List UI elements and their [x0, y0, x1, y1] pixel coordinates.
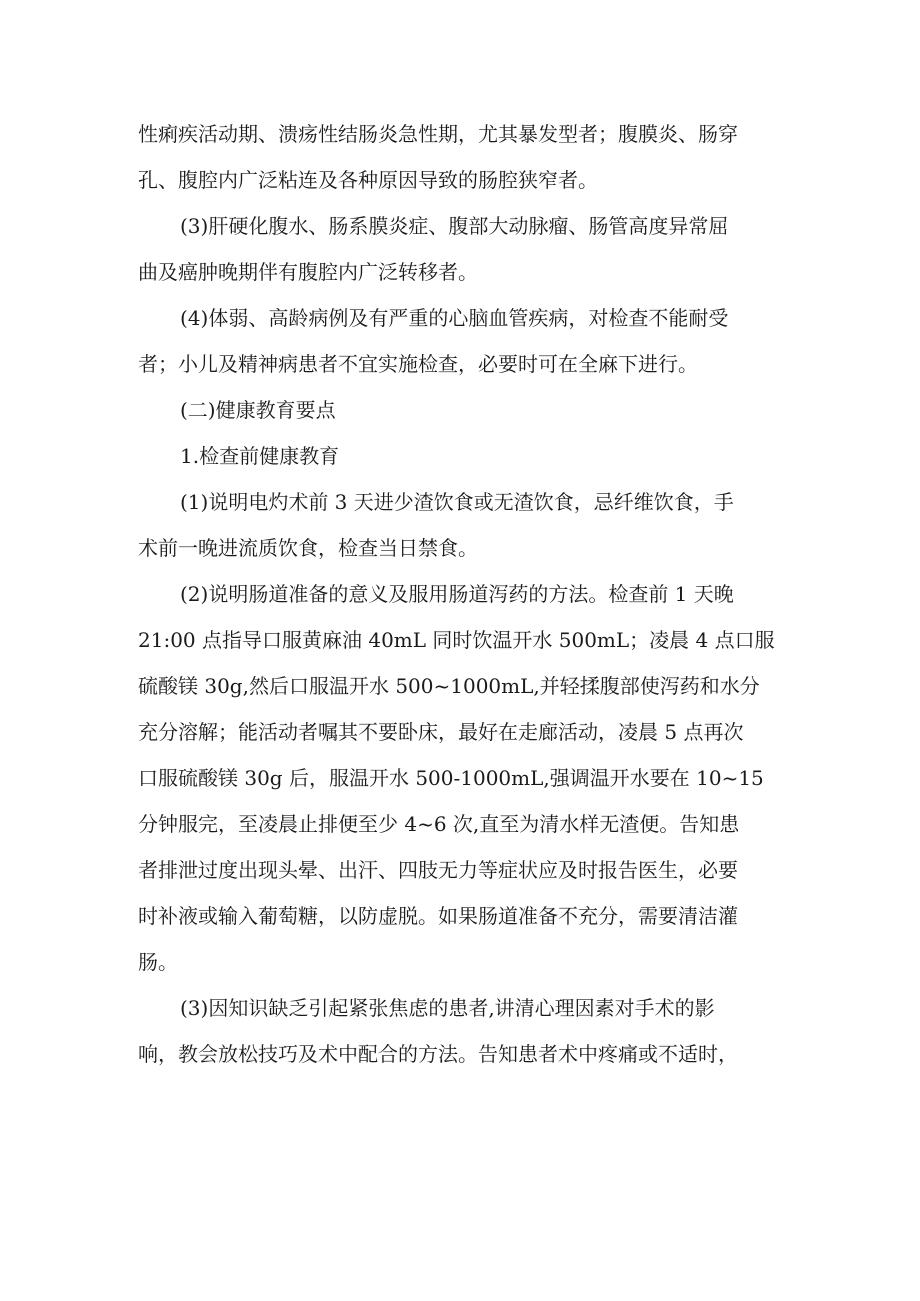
text-line: 术前一晚进流质饮食，检查当日禁食。 — [138, 536, 478, 560]
text-line: (4)体弱、高龄病例及有严重的心脑血管疾病，对检查不能耐受 — [180, 306, 729, 330]
text-line: 21:00 点指导口服黄麻油 40mL 同时饮温开水 500mL；凌晨 4 点口服 — [138, 628, 775, 652]
text-line: 充分溶解；能活动者嘱其不要卧床，最好在走廊活动，凌晨 5 点再次 — [138, 720, 744, 744]
text-line: 硫酸镁 30g,然后口服温开水 500~1000mL,并轻揉腹部使泻药和水分 — [138, 674, 760, 698]
text-line: 响，教会放松技巧及术中配合的方法。告知患者术中疼痛或不适时， — [138, 1042, 738, 1066]
text-line: 者排泄过度出现头晕、出汗、四肢无力等症状应及时报告医生，必要 — [138, 858, 738, 882]
text-line: 曲及癌肿晚期伴有腹腔内广泛转移者。 — [138, 260, 478, 284]
text-line: 肠。 — [138, 950, 178, 974]
text-line: 口服硫酸镁 30g 后，服温开水 500-1000mL,强调温开水要在 10~15 — [138, 766, 764, 790]
text-line: (2)说明肠道准备的意义及服用肠道泻药的方法。检查前 1 天晚 — [180, 582, 734, 606]
document-body — [138, 111, 788, 1077]
text-line: (1)说明电灼术前 3 天进少渣饮食或无渣饮食，忌纤维饮食，手 — [180, 490, 734, 514]
text-line: 孔、腹腔内广泛粘连及各种原因导致的肠腔狭窄者。 — [138, 168, 598, 192]
section-heading: (二)健康教育要点 — [180, 398, 336, 422]
text-line: (3)因知识缺乏引起紧张焦虑的患者,讲清心理因素对手术的影 — [180, 996, 715, 1020]
text-line: (3)肝硬化腹水、肠系膜炎症、腹部大动脉瘤、肠管高度异常屈 — [180, 214, 729, 238]
text-line: 时补液或输入葡萄糖，以防虚脱。如果肠道准备不充分，需要清洁灌 — [138, 904, 738, 928]
text-line: 性痢疾活动期、溃疡性结肠炎急性期，尤其暴发型者；腹膜炎、肠穿 — [138, 122, 738, 146]
text-line: 分钟服完，至凌晨止排便至少 4~6 次,直至为清水样无渣便。告知患 — [138, 812, 740, 836]
subsection-heading: 1.检查前健康教育 — [180, 444, 340, 468]
text-line: 者；小儿及精神病患者不宜实施检查，必要时可在全麻下进行。 — [138, 352, 698, 376]
